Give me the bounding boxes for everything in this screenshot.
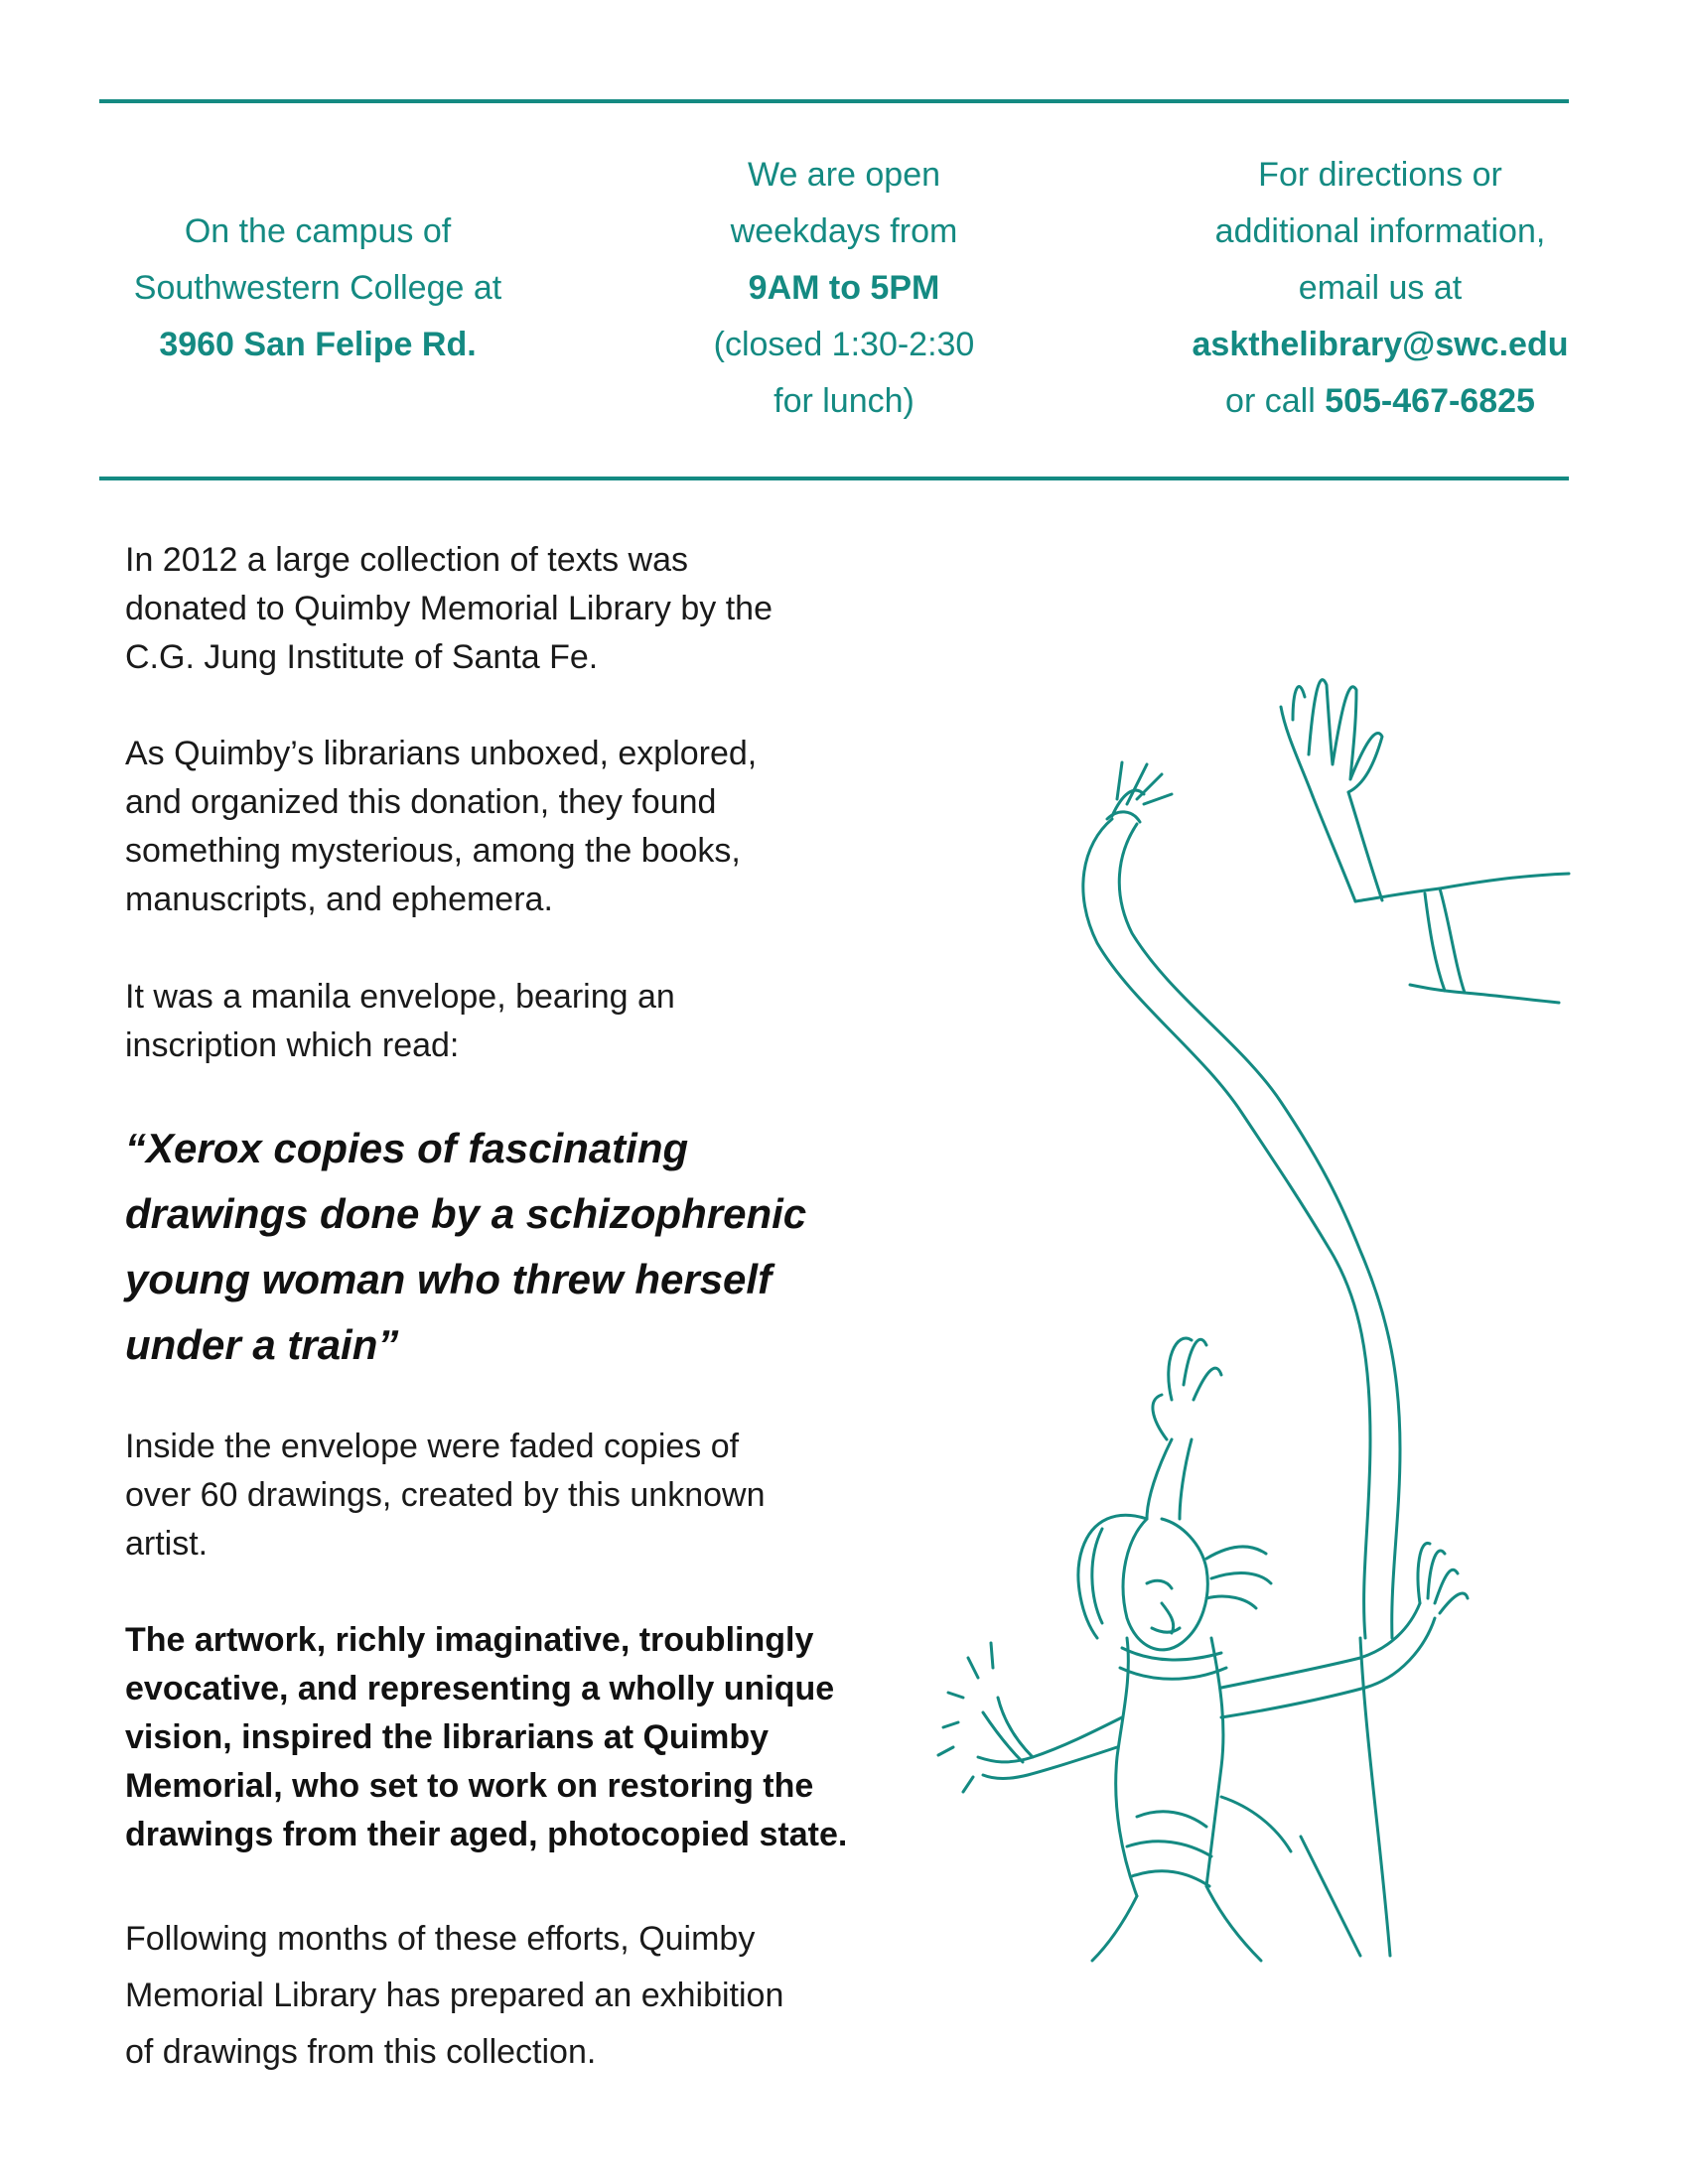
quote-line: drawings done by a schizophrenic	[125, 1190, 807, 1237]
figure-hair	[1078, 1515, 1271, 1638]
hours-line-4: (closed 1:30-2:30	[713, 326, 975, 363]
middle-forearm	[1147, 1439, 1192, 1519]
paragraph-envelope	[125, 973, 880, 1070]
upper-forearm	[1313, 792, 1382, 901]
right-embracing-arm	[1221, 1603, 1435, 1717]
text-line: and organized this donation, they found	[125, 783, 717, 821]
text-line: of drawings from this collection.	[125, 2033, 597, 2071]
text-line: inscription which read:	[125, 1026, 460, 1064]
legs	[1092, 1638, 1390, 1961]
figure-head	[1123, 1519, 1207, 1650]
text-line: drawings from their aged, photocopied state.	[125, 1816, 848, 1853]
text-line: something mysterious, among the books,	[125, 832, 741, 870]
text-line: Inside the envelope were faded copies of	[125, 1428, 740, 1465]
text-line: Memorial, who set to work on restoring the	[125, 1767, 814, 1805]
paragraph-contents	[125, 1423, 880, 1569]
figure-torso	[1116, 1638, 1223, 1896]
text-line: over 60 drawings, created by this unknown	[125, 1476, 766, 1514]
hours-line-1: We are open	[747, 156, 941, 194]
hours-time: 9AM to 5PM	[748, 269, 940, 307]
paragraph-exhibition	[125, 1911, 880, 2081]
figure-collar	[1120, 1648, 1226, 1679]
contact-phone-line	[1152, 373, 1609, 430]
upper-hand	[1281, 680, 1382, 796]
paragraph-artwork	[125, 1616, 880, 1859]
burst-strokes	[1117, 762, 1172, 804]
text-line: artist.	[125, 1525, 209, 1563]
text-line: donated to Quimby Memorial Library by the	[125, 590, 773, 627]
top-divider	[99, 99, 1569, 103]
winding-arm-inner	[1119, 824, 1400, 1638]
text-line: Memorial Library has prepared an exhibition	[125, 1977, 784, 2014]
text-line: vision, inspired the librarians at Quimby	[125, 1718, 770, 1756]
campus-line-1: On the campus of	[184, 212, 452, 250]
text-line: It was a manila envelope, bearing an	[125, 978, 675, 1016]
inscription-quote	[125, 1116, 880, 1378]
right-hand	[1418, 1543, 1468, 1613]
left-hand	[983, 1698, 1033, 1762]
contact-phone[interactable]: 505-467-6825	[1325, 382, 1535, 420]
contact-info	[1152, 147, 1609, 430]
text-line: evocative, and representing a wholly unique	[125, 1670, 835, 1707]
campus-info	[99, 204, 536, 373]
figure-face	[1147, 1580, 1180, 1633]
middle-hand	[1153, 1338, 1221, 1439]
paragraph-donation	[125, 536, 880, 682]
call-prefix: or call	[1225, 382, 1316, 420]
text-line: In 2012 a large collection of texts was	[125, 541, 688, 579]
upper-right-sleeve-cuff	[1425, 888, 1465, 993]
contact-line-3: email us at	[1298, 269, 1463, 307]
contact-line-1: For directions or	[1258, 156, 1502, 194]
contact-line-2: additional information,	[1214, 212, 1546, 250]
text-line: manuscripts, and ephemera.	[125, 881, 553, 918]
campus-line-2: Southwestern College at	[133, 269, 502, 307]
hours-line-2: weekdays from	[730, 212, 958, 250]
left-arm	[978, 1717, 1122, 1778]
text-line: The artwork, richly imaginative, troublingly	[125, 1621, 814, 1659]
bottom-divider	[99, 477, 1569, 480]
contact-email-link[interactable]: askthelibrary@swc.edu	[1192, 326, 1569, 363]
quote-line: under a train”	[125, 1321, 399, 1368]
hours-line-5: for lunch)	[774, 382, 914, 420]
quote-line: young woman who threw herself	[125, 1256, 773, 1302]
hours-info	[655, 147, 1033, 430]
quote-line: “Xerox copies of fascinating	[125, 1125, 689, 1171]
campus-address: 3960 San Felipe Rd.	[159, 326, 477, 363]
paragraph-discovery	[125, 730, 880, 924]
text-line: C.G. Jung Institute of Santa Fe.	[125, 638, 599, 676]
winding-arm-cuff	[1107, 790, 1144, 822]
text-line: As Quimby’s librarians unboxed, explored,	[125, 735, 758, 772]
line-drawing-illustration	[923, 645, 1599, 1966]
text-line: Following months of these efforts, Quimby	[125, 1920, 756, 1958]
